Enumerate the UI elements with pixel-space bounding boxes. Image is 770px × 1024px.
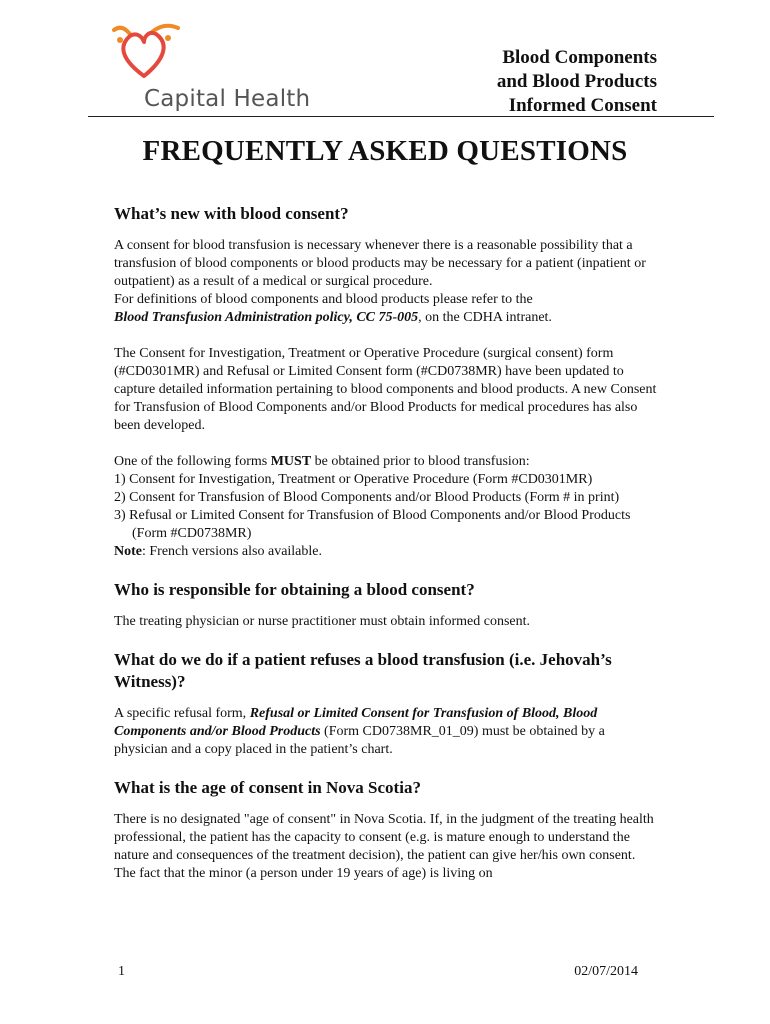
- answer-paragraph: There is no designated "age of consent" in Nova Scotia. If, in the judgment of the treating health professional, the patient has the capacity to consent (e.g. is mature enough to understand the nature and consequences of the treatment decision), the patient can give her/his own consent. The fact that the minor (a person under 19 years of age) is living on: [114, 812, 654, 881]
- question-responsible: Who is responsible for obtaining a blood consent?: [114, 580, 475, 599]
- question-whats-new: What’s new with blood consent?: [114, 204, 349, 223]
- policy-reference: Blood Transfusion Administration policy, CC 75-005: [114, 310, 419, 325]
- faq-content: [114, 203, 659, 883]
- refusal-form-name: Refusal or Limited Consent for Transfusion of Blood, Blood Components and/or Blood Products: [114, 706, 598, 739]
- answer-text: , on the CDHA intranet.: [418, 310, 552, 325]
- answer-text: be obtained prior to blood transfusion:: [311, 454, 530, 469]
- document-title: [497, 46, 657, 118]
- note: [114, 543, 659, 561]
- question-age: What is the age of consent in Nova Scotia?: [114, 778, 421, 797]
- answer-text: A specific refusal form,: [114, 706, 250, 721]
- form-list-item: 2) Consent for Transfusion of Blood Components and/or Blood Products (Form # in print): [114, 490, 620, 505]
- must-emphasis: MUST: [270, 454, 312, 469]
- document-date: 02/07/2014: [574, 964, 638, 979]
- page-heading: FREQUENTLY ASKED QUESTIONS: [142, 135, 628, 167]
- title-line: Informed Consent: [508, 95, 657, 116]
- answer-paragraph: [114, 705, 659, 759]
- answer-text: A consent for blood transfusion is necessary whenever there is a reasonable possibility that a transfusion of blood components or blood products may be necessary for a patient (inpatient or outpatient) as a result of a medical or surgical procedure.: [114, 238, 646, 289]
- header-divider: [88, 116, 714, 117]
- form-list-item: 3) Refusal or Limited Consent for Transfusion of Blood Components and/or Blood Products (Form #CD0738MR): [114, 508, 631, 541]
- heart-people-icon: [108, 20, 188, 90]
- answer-paragraph: The Consent for Investigation, Treatment or Operative Procedure (surgical consent) form (#CD0301MR) and Refusal or Limited Consent form (#CD0738MR) have been updated to capture detailed information pertaining to blood components and blood products. A new Consent for Transfusion of Blood Components and/or Blood Products for medical procedures has also been developed.: [114, 346, 657, 433]
- answer-text: One of the following forms: [114, 454, 271, 469]
- question-refuses: What do we do if a patient refuses a blood transfusion (i.e. Jehovah’s Witness)?: [114, 650, 612, 691]
- capital-health-logo: [108, 20, 311, 120]
- form-list-item: 1) Consent for Investigation, Treatment or Operative Procedure (Form #CD0301MR): [114, 472, 593, 487]
- answer-text: (Form CD0738MR_01_09) must be obtained by a physician and a copy placed in the patient’s chart.: [114, 724, 605, 757]
- answer-paragraph: [114, 237, 659, 327]
- answer-paragraph: [114, 453, 659, 471]
- answer-text: For definitions of blood components and blood products please refer to the: [114, 292, 533, 307]
- logo-wordmark: Capital Health: [144, 86, 311, 112]
- answer-paragraph: The treating physician or nurse practitioner must obtain informed consent.: [114, 614, 530, 629]
- title-line: Blood Components: [502, 47, 657, 68]
- note-label: Note: [114, 544, 142, 559]
- note-text: : French versions also available.: [142, 544, 323, 559]
- page-number: 1: [118, 964, 125, 979]
- title-line: and Blood Products: [496, 71, 657, 92]
